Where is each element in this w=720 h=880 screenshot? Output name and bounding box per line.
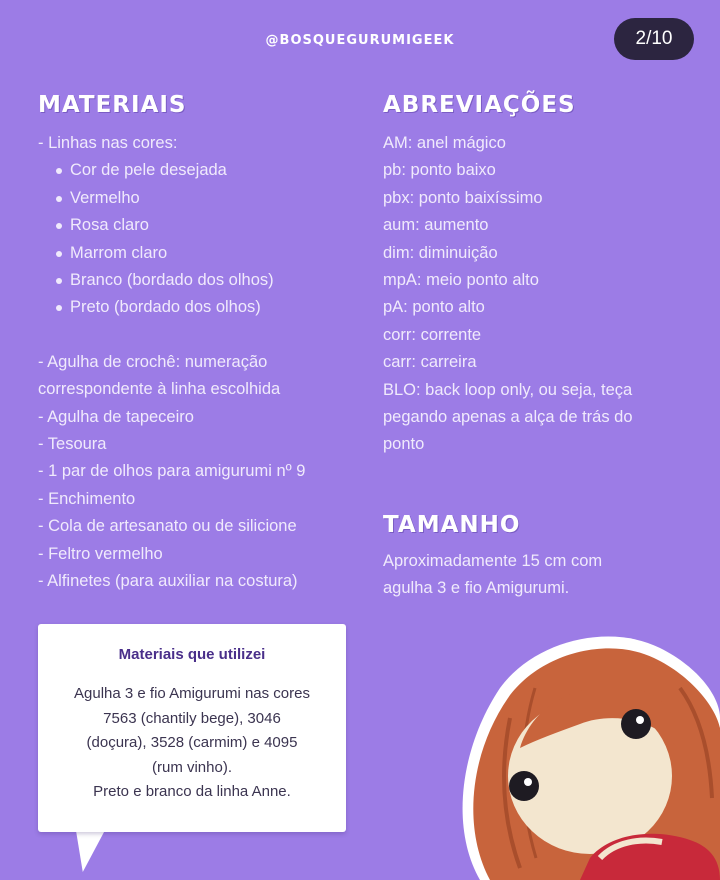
size-line: agulha 3 e fio Amigurumi.: [383, 579, 570, 598]
abbreviation-item: pA: ponto alto: [383, 298, 485, 317]
size-description: [383, 548, 683, 603]
abbreviation-item: dim: diminuição: [383, 243, 498, 262]
material-item: - Cola de artesanato ou de silicione: [38, 517, 297, 536]
color-item: Vermelho: [56, 185, 358, 212]
color-item: Branco (bordado dos olhos): [56, 267, 358, 294]
abbreviation-item: pbx: ponto baixíssimo: [383, 188, 543, 207]
abbreviation-item: aum: aumento: [383, 216, 489, 235]
size-heading: TAMANHO: [383, 512, 521, 538]
abbreviations-list: [383, 130, 693, 459]
color-list: [38, 157, 358, 321]
material-item: - Tesoura: [38, 435, 107, 454]
abbreviation-item: corr: corrente: [383, 325, 482, 344]
color-item: Preto (bordado dos olhos): [56, 294, 358, 321]
materials-heading: MATERIAIS: [38, 92, 187, 118]
material-item: correspondente à linha escolhida: [38, 380, 281, 399]
card-line: Preto e branco da linha Anne.: [93, 783, 291, 800]
card-line: 7563 (chantily bege), 3046: [103, 709, 281, 727]
color-item: Rosa claro: [56, 212, 358, 239]
size-line: Aproximadamente 15 cm com: [383, 552, 603, 570]
material-item: - Enchimento: [38, 489, 136, 508]
material-item: - Feltro vermelho: [38, 544, 163, 563]
spacer: [38, 322, 358, 349]
card-title: Materiais que utilizei: [118, 646, 266, 663]
page-indicator: 2/10: [614, 18, 694, 60]
abbreviation-item: carr: carreira: [383, 353, 477, 372]
abbreviation-item: ponto: [383, 435, 425, 454]
material-item: - Agulha de tapeceiro: [38, 407, 194, 426]
material-item: - Alfinetes (para auxiliar na costura): [38, 572, 298, 591]
doll-eye-left: [509, 771, 539, 801]
abbreviation-item: BLO: back loop only, ou seja, teça: [383, 380, 633, 399]
card-body: [50, 682, 334, 805]
color-item: Marrom claro: [56, 240, 358, 267]
material-item: - Agulha de crochê: numeração: [38, 352, 268, 371]
abbreviations-heading: ABREVIAÇÕES: [383, 92, 576, 118]
card-line: (rum vinho).: [151, 758, 233, 776]
material-item: - 1 par de olhos para amigurumi nº 9: [38, 462, 306, 481]
abbreviation-item: pegando apenas a alça de trás do: [383, 408, 633, 427]
color-item: Cor de pele desejada: [56, 157, 358, 184]
doll-eye-right: [621, 709, 651, 739]
card-line: Agulha 3 e fio Amigurumi nas cores: [74, 685, 310, 702]
abbreviation-item: pb: ponto baixo: [383, 161, 496, 180]
speech-bubble-tail: [69, 826, 107, 872]
materials-list: [38, 130, 358, 596]
amigurumi-doll-photo: [440, 628, 720, 880]
materials-used-card: [38, 624, 346, 832]
materials-intro: - Linhas nas cores:: [38, 134, 178, 152]
instagram-handle: @BOSQUEGURUMIGEEK: [265, 33, 455, 48]
abbreviation-item: AM: anel mágico: [383, 134, 506, 152]
abbreviation-item: mpA: meio ponto alto: [383, 271, 539, 290]
card-line: (doçura), 3528 (carmim) e 4095: [86, 734, 298, 751]
